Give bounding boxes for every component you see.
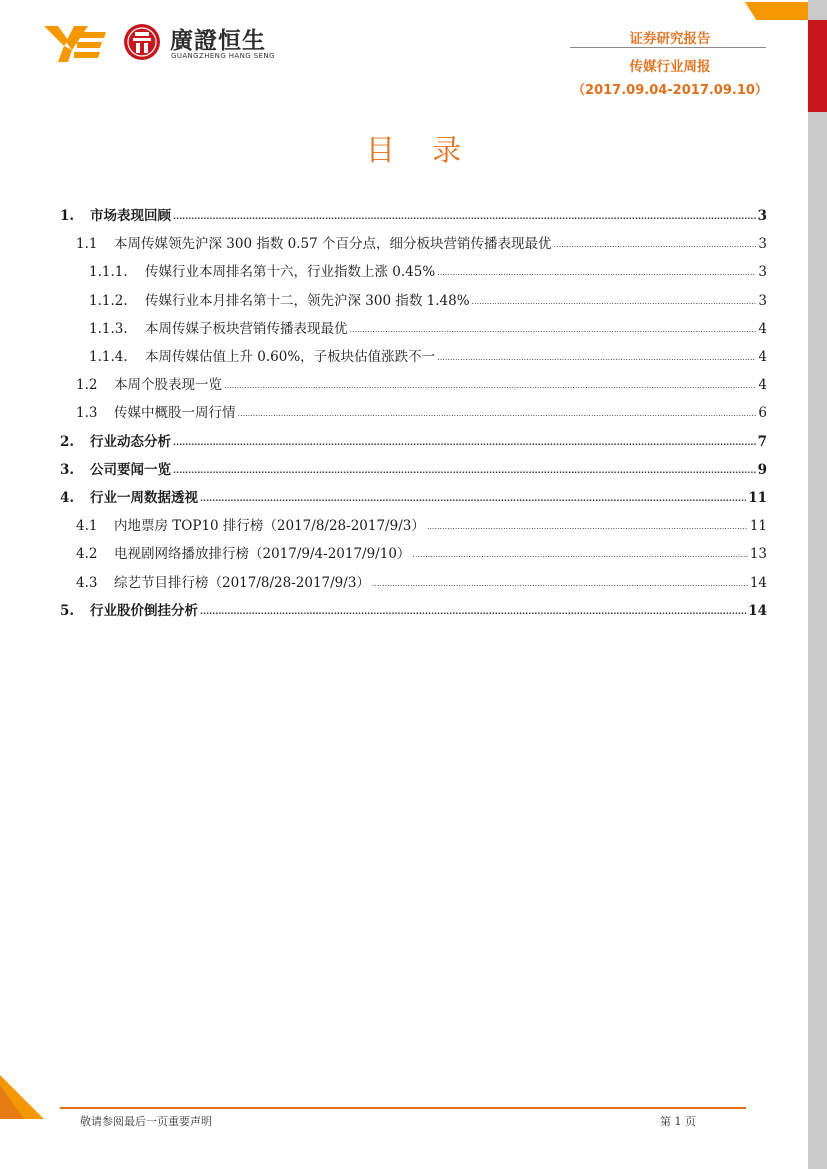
toc-entry-text: 传媒行业本月排名第十二，领先沪深 300 指数 1.48% xyxy=(145,292,470,309)
toc-entry-page: 11 xyxy=(749,518,767,535)
toc-entry-number: 2. xyxy=(60,433,75,450)
toc-dot-leader xyxy=(437,268,756,277)
report-date-range: （2017.09.04-2017.09.10） xyxy=(572,83,768,98)
toc-entry-number: 1.1.3. xyxy=(89,320,128,337)
toc-entry[interactable] xyxy=(89,289,767,311)
ye-logo-icon xyxy=(44,24,106,64)
toc-entry-text: 本周传媒领先沪深 300 指数 0.57 个百分点，细分板块营销传播表现最优 xyxy=(114,236,552,253)
toc-entry-text: 行业股价倒挂分析 xyxy=(90,602,198,619)
top-orange-tab xyxy=(745,2,808,20)
toc-entry-page: 3 xyxy=(757,208,767,224)
toc-entry-page: 4 xyxy=(758,377,767,394)
toc-entry-page: 7 xyxy=(757,433,767,450)
toc-entry[interactable] xyxy=(76,542,767,564)
toc-entry[interactable] xyxy=(89,260,767,282)
toc-entry-text: 传媒行业本周排名第十六，行业指数上涨 0.45% xyxy=(145,264,436,281)
toc-dot-leader xyxy=(554,240,757,249)
toc-title: 目 录 xyxy=(365,133,476,167)
toc-entry-text: 公司要闻一览 xyxy=(90,461,171,478)
toc-entry[interactable] xyxy=(60,458,767,480)
footer-disclaimer: 敬请参阅最后一页重要声明 xyxy=(80,1115,212,1128)
toc-entry-number: 1.1.4. xyxy=(89,349,128,365)
toc-entry-page: 3 xyxy=(758,264,767,281)
toc-dot-leader xyxy=(412,550,747,559)
toc-entry-page: 6 xyxy=(758,405,767,422)
right-edge-red-block xyxy=(808,20,827,112)
toc-entry[interactable] xyxy=(76,514,767,536)
toc-entry-page: 9 xyxy=(757,461,767,478)
right-edge-bar xyxy=(808,0,827,1169)
toc-dot-leader xyxy=(437,353,756,362)
toc-dot-leader xyxy=(173,466,756,475)
toc-entry-text: 综艺节目排行榜（2017/8/28-2017/9/3） xyxy=(114,574,370,591)
toc-dot-leader xyxy=(238,409,757,418)
toc-entry-text: 电视剧网络播放排行榜（2017/9/4-2017/9/10） xyxy=(114,546,411,563)
brand-name-cn: 廣證恒生 xyxy=(170,28,266,54)
toc-entry-text: 内地票房 TOP10 排行榜（2017/8/28-2017/9/3） xyxy=(114,518,425,535)
report-type: 证券研究报告 xyxy=(629,31,711,47)
toc-entry-page: 11 xyxy=(748,490,767,506)
toc-entry-page: 13 xyxy=(749,546,767,563)
toc-entry-number: 1.3 xyxy=(76,405,98,422)
toc-entry-number: 1.1.1. xyxy=(89,264,128,281)
toc-entry-page: 4 xyxy=(758,349,767,365)
toc-dot-leader xyxy=(173,438,756,447)
toc-entry-text: 本周个股表现一览 xyxy=(114,377,222,394)
toc-dot-leader xyxy=(200,607,746,616)
toc-entry-page: 4 xyxy=(758,320,767,337)
toc-entry-page: 3 xyxy=(758,292,767,309)
toc-entry-number: 1. xyxy=(60,208,75,224)
seal-icon xyxy=(122,22,162,62)
toc-entry[interactable] xyxy=(60,204,767,226)
toc-dot-leader xyxy=(427,522,748,531)
toc-entry-text: 行业动态分析 xyxy=(90,433,171,450)
toc-entry-text: 市场表现回顾 xyxy=(90,208,171,224)
toc-entry[interactable] xyxy=(89,317,767,339)
toc-entry-number: 1.1.2. xyxy=(89,292,128,309)
toc-entry[interactable] xyxy=(60,486,767,508)
toc-entry-text: 行业一周数据透视 xyxy=(90,490,198,506)
toc-dot-leader xyxy=(173,212,756,221)
toc-dot-leader xyxy=(224,381,756,390)
toc-entry[interactable] xyxy=(89,345,767,367)
toc-entry[interactable] xyxy=(76,401,767,423)
toc-dot-leader xyxy=(350,325,757,334)
toc-dot-leader xyxy=(200,494,746,503)
toc-entry[interactable] xyxy=(60,599,767,621)
toc-dot-leader xyxy=(372,579,748,588)
toc-entry-number: 4.2 xyxy=(76,546,98,563)
toc-entry-text: 传媒中概股一周行情 xyxy=(114,405,236,422)
toc-entry-page: 3 xyxy=(758,236,767,253)
brand-name-en: GUANGZHENG HANG SENG xyxy=(171,52,275,60)
footer-page-number: 第 1 页 xyxy=(660,1115,696,1128)
toc-entry-number: 4.1 xyxy=(76,518,98,535)
toc-entry[interactable] xyxy=(76,571,767,593)
toc-entry-number: 1.1 xyxy=(76,236,98,253)
toc-entry-number: 3. xyxy=(60,461,75,478)
toc-entry-number: 1.2 xyxy=(76,377,98,394)
toc-entry-page: 14 xyxy=(748,602,767,619)
toc-entry-text: 本周传媒子板块营销传播表现最优 xyxy=(145,320,348,337)
toc-entry-number: 4. xyxy=(60,490,75,506)
toc-entry-page: 14 xyxy=(749,574,767,591)
footer-divider xyxy=(60,1107,746,1109)
toc-entry-text: 本周传媒估值上升 0.60%，子板块估值涨跌不一 xyxy=(145,349,436,365)
header-divider xyxy=(570,47,766,48)
toc-entry[interactable] xyxy=(76,232,767,254)
toc-entry-number: 4.3 xyxy=(76,574,98,591)
toc-dot-leader xyxy=(472,297,757,306)
report-name: 传媒行业周报 xyxy=(629,59,711,75)
toc-entry[interactable] xyxy=(76,373,767,395)
toc-entry[interactable] xyxy=(60,430,767,452)
toc-entry-number: 5. xyxy=(60,602,75,619)
